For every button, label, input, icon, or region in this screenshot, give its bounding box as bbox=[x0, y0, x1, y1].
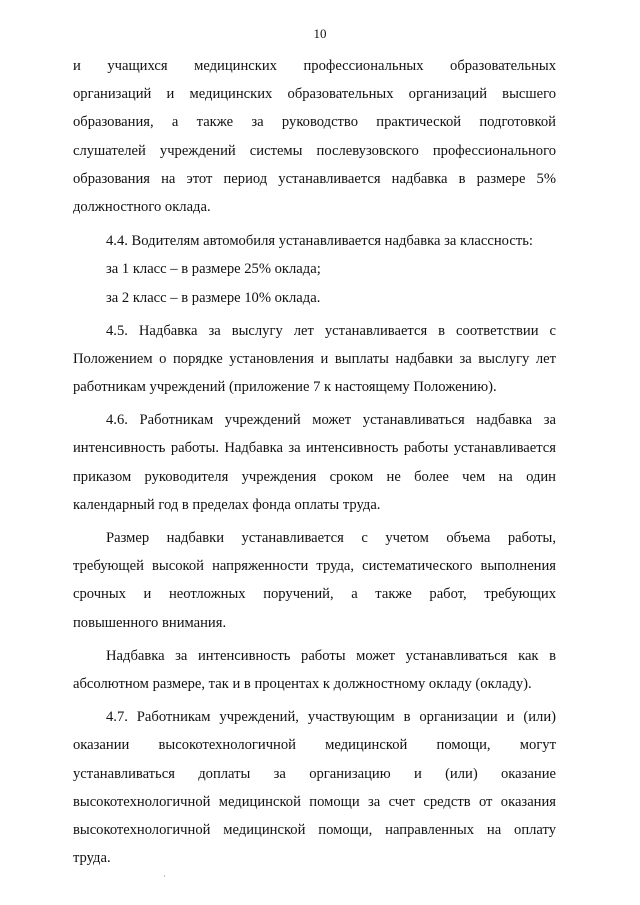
paragraph-4-7 bbox=[73, 703, 556, 872]
text-line: Размер надбавки устанавливается с учетом объема работы, bbox=[106, 530, 556, 546]
text-line: требующей высокой напряженности труда, систематического выполнения bbox=[73, 558, 556, 575]
text-line: труда. bbox=[73, 850, 111, 867]
paragraph-4-5 bbox=[73, 317, 556, 402]
text-line: образования, а также за руководство практической подготовкой bbox=[73, 114, 556, 131]
text-line: слушателей учреждений системы послевузовского профессионального bbox=[73, 142, 556, 159]
text-line: Положением о порядке установления и выплаты надбавки за выслугу лет bbox=[73, 350, 556, 367]
text-line: интенсивность работы. Надбавка за интенсивность работы устанавливается bbox=[73, 440, 556, 457]
paragraph bbox=[73, 524, 556, 637]
document-body bbox=[73, 52, 556, 880]
text-line: за 1 класс – в размере 25% оклада; bbox=[106, 261, 321, 278]
text-line: устанавливаться доплаты за организацию и (или) оказание bbox=[73, 765, 556, 782]
text-line: образования на этот период устанавливается надбавка в размере 5% bbox=[73, 170, 556, 187]
text-line: срочных и неотложных поручений, а также работ, требующих bbox=[73, 586, 556, 603]
text-line: 4.5. Надбавка за выслугу лет устанавливается в соответствии с bbox=[106, 322, 556, 339]
text-line: календарный год в пределах фонда оплаты труда. bbox=[73, 496, 381, 513]
paragraph-4-4 bbox=[73, 227, 556, 312]
paragraph bbox=[73, 52, 556, 221]
paragraph bbox=[73, 642, 556, 698]
scan-speck bbox=[164, 875, 165, 877]
text-line: 4.7. Работникам учреждений, участвующим в организации и (или) bbox=[106, 709, 556, 726]
text-line: оказании высокотехнологичной медицинской помощи, могут bbox=[73, 737, 556, 754]
text-line: работникам учреждений (приложение 7 к настоящему Положению). bbox=[73, 379, 497, 396]
text-line: повышенного внимания. bbox=[73, 614, 227, 631]
page-number: 10 bbox=[313, 26, 327, 41]
text-line: 4.6. Работникам учреждений может устанавливаться надбавка за bbox=[106, 412, 556, 429]
paragraph-4-6 bbox=[73, 406, 556, 519]
text-line: должностного оклада. bbox=[73, 198, 211, 215]
text-line: и учащихся медицинских профессиональных образовательных bbox=[73, 58, 556, 74]
text-line: высокотехнологичной медицинской помощи за счет средств от оказания bbox=[73, 793, 556, 810]
text-line: Надбавка за интенсивность работы может устанавливаться как в bbox=[106, 647, 556, 664]
text-line: приказом руководителя учреждения сроком не более чем на один bbox=[73, 468, 556, 485]
text-line: организаций и медицинских образовательных организаций высшего bbox=[73, 86, 556, 103]
text-line: 4.4. Водителям автомобиля устанавливается надбавка за классность: bbox=[106, 233, 533, 250]
text-line: за 2 класс – в размере 10% оклада. bbox=[106, 289, 321, 306]
text-line: высокотехнологичной медицинской помощи, направленных на оплату bbox=[73, 821, 556, 838]
text-line: абсолютном размере, так и в процентах к должностному окладу (окладу). bbox=[73, 675, 532, 692]
